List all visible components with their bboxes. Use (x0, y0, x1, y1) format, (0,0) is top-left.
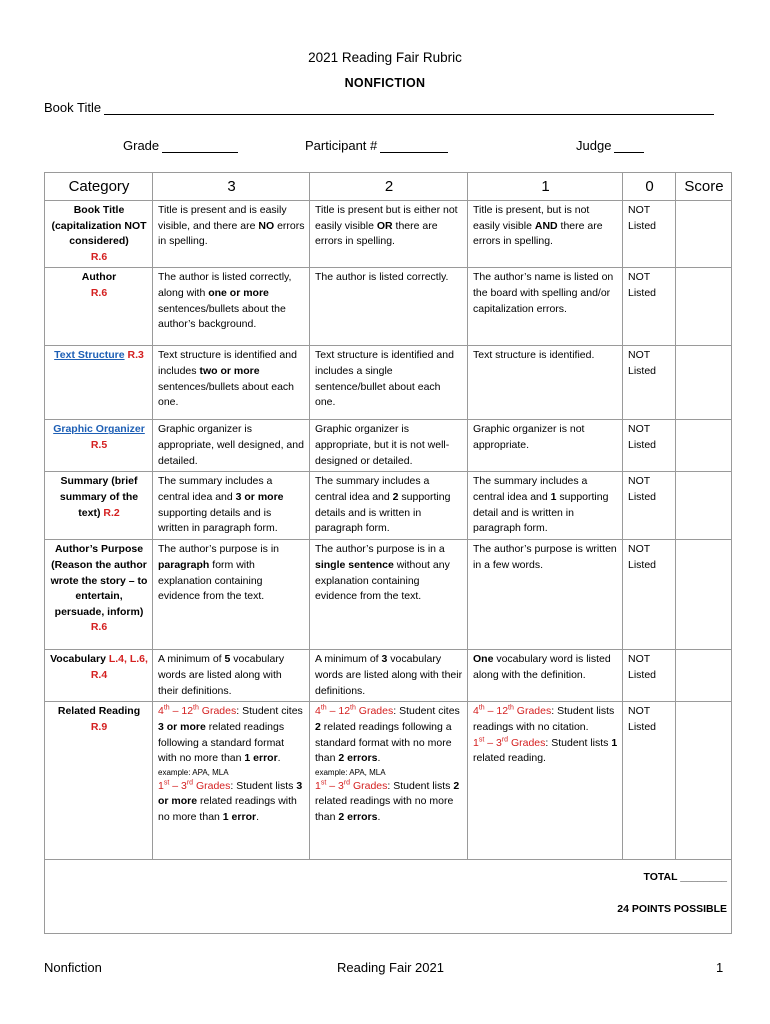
score-cell[interactable] (676, 472, 732, 540)
standard-label: R.3 (127, 349, 144, 362)
cell-1: One vocabulary word is listed along with the definition. (468, 650, 623, 702)
score-cell[interactable] (676, 540, 732, 650)
row-related-reading (45, 702, 732, 860)
cell-0: NOT Listed (623, 540, 676, 650)
participant-label: Participant # (305, 138, 378, 153)
row-authors-purpose (45, 540, 732, 650)
header-0: 0 (623, 173, 676, 201)
cell-2: Text structure is identified and includes a single sentence/bullet about each one. (310, 346, 468, 420)
grade-label: Grade (123, 138, 160, 153)
row-graphic-organizer (45, 420, 732, 472)
rubric-table (44, 172, 732, 934)
book-title-label: Book Title (44, 100, 102, 115)
cell-2: The author’s purpose is in a single sentence without any explanation containing evidence from the text. (310, 540, 468, 650)
cell-2: 4th – 12th Grades: Student cites 2 related readings following a standard format with no more than 2 errors. example: APA, MLA 1st – 3rd Grades: Student lists 2 related readings with no more than 2 errors. (310, 702, 468, 860)
category-summary (45, 472, 153, 540)
header-score: Score (676, 173, 732, 201)
category-author (45, 268, 153, 346)
example-note: example: APA, MLA (315, 767, 386, 777)
grade-range-1-3: 1st – 3rd Grades (315, 779, 388, 792)
document-subtitle: NONFICTION (344, 76, 426, 90)
cell-0: NOT Listed (623, 420, 676, 472)
cell-0: NOT Listed (623, 650, 676, 702)
cell-0: NOT Listed (623, 702, 676, 860)
cell-2: Graphic organizer is appropriate, but it is not well-designed or detailed. (310, 420, 468, 472)
footer-center: Reading Fair 2021 (337, 960, 444, 975)
header-1: 1 (468, 173, 623, 201)
score-cell[interactable] (676, 268, 732, 346)
category-label: Summary (brief summary of the text) (59, 475, 139, 519)
participant-field (305, 138, 448, 153)
cell-2: Title is present but is either not easily visible OR there are errors in spelling. (310, 201, 468, 268)
grade-field (123, 138, 238, 153)
cell-1: The summary includes a central idea and 1 supporting detail and is written in paragraph form. (468, 472, 623, 540)
judge-blank[interactable] (614, 141, 644, 153)
category-text-structure (45, 346, 153, 420)
cell-1: The author’s name is listed on the board with spelling and/or capitalization errors. (468, 268, 623, 346)
cell-1: The author’s purpose is written in a few words. (468, 540, 623, 650)
grade-range-1-3: 1st – 3rd Grades (158, 779, 231, 792)
score-cell[interactable] (676, 702, 732, 860)
grade-range-4-12: 4th – 12th Grades (473, 704, 552, 718)
score-cell[interactable] (676, 201, 732, 268)
cell-2: A minimum of 3 vocabulary words are listed along with their definitions. (310, 650, 468, 702)
row-summary (45, 472, 732, 540)
footer-left: Nonfiction (44, 960, 102, 975)
row-total (45, 860, 732, 934)
row-author (45, 268, 732, 346)
cell-3: The author is listed correctly, along with one or more sentences/bullets about the author’s background. (153, 268, 310, 346)
cell-0: NOT Listed (623, 201, 676, 268)
cell-3: A minimum of 5 vocabulary words are listed along with their definitions. (153, 650, 310, 702)
cell-3: The summary includes a central idea and 3 or more supporting details and is written in paragraph form. (153, 472, 310, 540)
text-structure-link[interactable]: Text Structure (54, 349, 125, 362)
row-text-structure (45, 346, 732, 420)
standard-label: R.5 (90, 438, 108, 451)
cell-0: NOT Listed (623, 472, 676, 540)
total-label[interactable]: TOTAL ________ (643, 871, 727, 884)
header-2: 2 (310, 173, 468, 201)
judge-label: Judge (576, 138, 612, 153)
cell-1: Text structure is identified. (468, 346, 623, 420)
category-label: Author’s Purpose (Reason the author wrote the story – to entertain, persuade, inform) (50, 543, 148, 618)
category-book-title (45, 201, 153, 268)
page-number: 1 (716, 960, 724, 975)
header-row (45, 173, 732, 201)
standard-label: L.4, L.6, R.4 (90, 653, 148, 681)
points-possible-label: 24 POINTS POSSIBLE (617, 902, 727, 915)
category-label: Book Title (capitalization NOT considered) (51, 204, 147, 248)
cell-3: 4th – 12th Grades: Student cites 3 or more related readings following a standard format with no more than 1 error. example: APA, MLA 1st – 3rd Grades: Student lists 3 or more related readings with no more than 1 error. (153, 702, 310, 860)
standard-label: R.6 (90, 621, 108, 634)
cell-0: NOT Listed (623, 346, 676, 420)
score-cell[interactable] (676, 650, 732, 702)
category-graphic-organizer (45, 420, 153, 472)
book-title-blank[interactable] (104, 103, 714, 115)
standard-label: R.6 (90, 250, 108, 263)
judge-field (576, 138, 644, 153)
grade-blank[interactable] (162, 141, 238, 153)
header-3: 3 (153, 173, 310, 201)
category-label: Vocabulary (50, 653, 106, 666)
category-authors-purpose (45, 540, 153, 650)
cell-1: Title is present, but is not easily visible AND there are errors in spelling. (468, 201, 623, 268)
grade-range-4-12: 4th – 12th Grades (315, 704, 394, 718)
cell-3: The author’s purpose is in paragraph form with explanation containing evidence from the text. (153, 540, 310, 650)
book-title-field (44, 100, 714, 115)
document-title: 2021 Reading Fair Rubric (308, 50, 462, 65)
row-vocabulary (45, 650, 732, 702)
category-label: Author (81, 271, 117, 284)
grade-range-1-3: 1st – 3rd Grades (473, 736, 546, 749)
standard-label: R.2 (103, 506, 120, 519)
row-book-title (45, 201, 732, 268)
category-label: Related Reading (57, 705, 141, 718)
cell-1: Graphic organizer is not appropriate. (468, 420, 623, 472)
cell-3: Title is present and is easily visible, and there are NO errors in spelling. (153, 201, 310, 268)
total-cell (45, 860, 732, 934)
participant-blank[interactable] (380, 141, 448, 153)
cell-2: The author is listed correctly. (310, 268, 468, 346)
cell-1: 4th – 12th Grades: Student lists readings with no citation. 1st – 3rd Grades: Student lists 1 related reading. (468, 702, 623, 860)
cell-3: Text structure is identified and includes two or more sentences/bullets about each one. (153, 346, 310, 420)
score-cell[interactable] (676, 420, 732, 472)
header-category: Category (45, 173, 153, 201)
standard-label: R.6 (90, 286, 108, 299)
example-note: example: APA, MLA (158, 767, 229, 777)
cell-0: NOT Listed (623, 268, 676, 346)
score-cell[interactable] (676, 346, 732, 420)
cell-2: The summary includes a central idea and 2 supporting details and is written in paragraph form. (310, 472, 468, 540)
grade-range-4-12: 4th – 12th Grades (158, 704, 237, 718)
graphic-organizer-link[interactable]: Graphic Organizer (53, 423, 145, 436)
standard-label: R.9 (90, 720, 108, 733)
cell-3: Graphic organizer is appropriate, well designed, and detailed. (153, 420, 310, 472)
category-related-reading (45, 702, 153, 860)
category-vocabulary (45, 650, 153, 702)
